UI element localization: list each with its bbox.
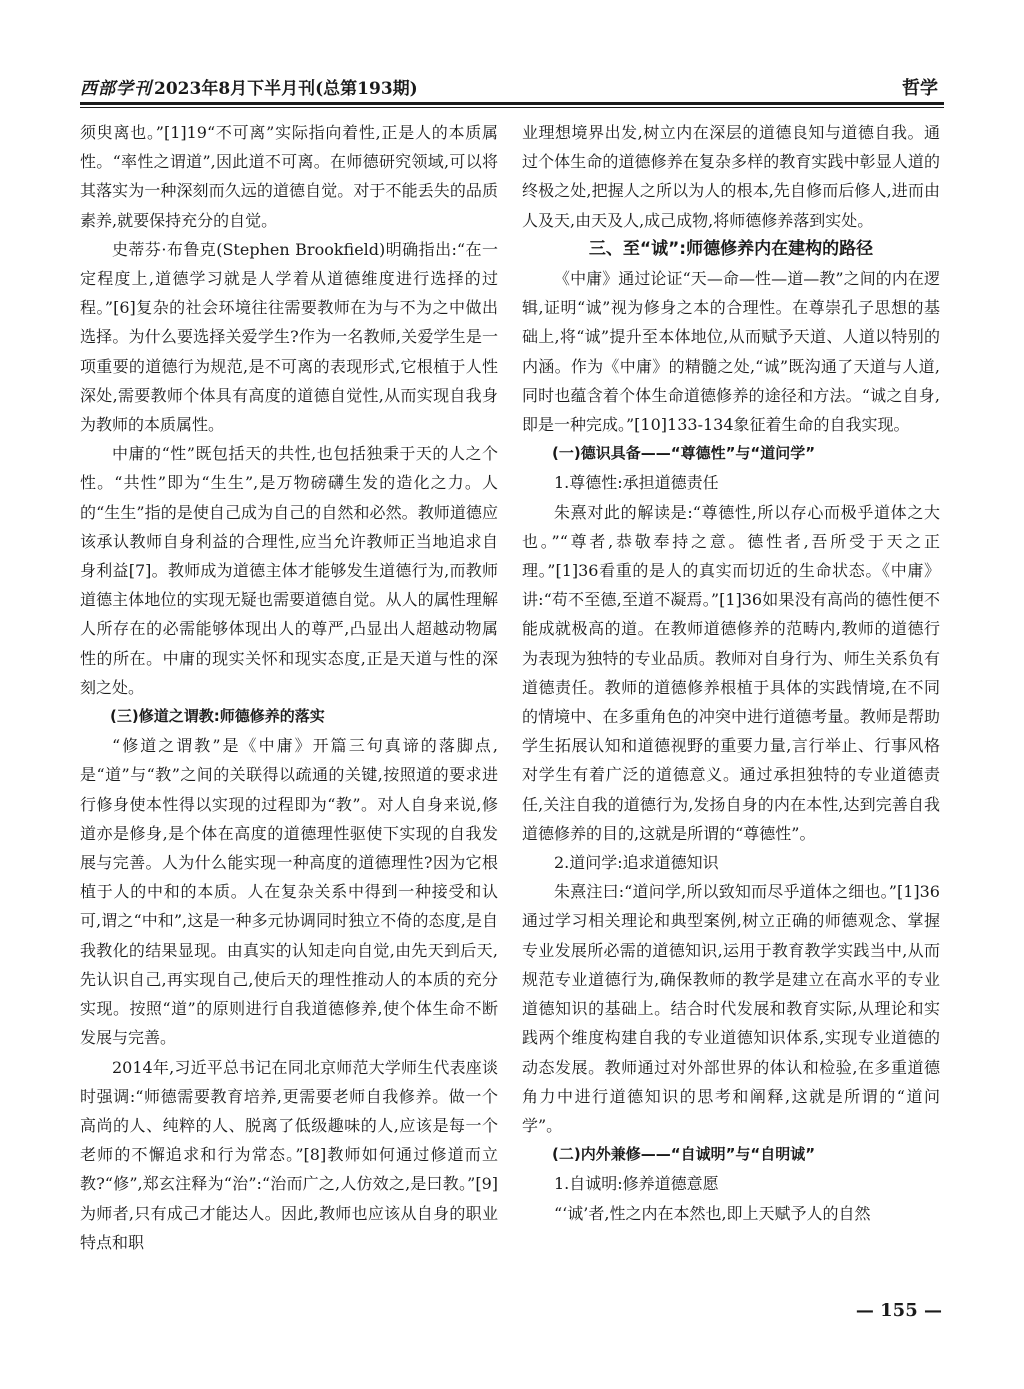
subsection-heading: (三)修道之谓教:师德修养的落实 — [110, 707, 325, 726]
body-paragraph: 史蒂芬·布鲁克(Stephen Brookfield)明确指出:“在一定程度上,道德学习就是人学着从道德维度进行选择的过程。”[6]复杂的社会环境往往需要教师在为与不为之中做出选择。为什么要选择关爱学生?作为一名教师,关爱学生是一项重要的道德行为规范,是不可离的表现形式,它根植于人性深处,需要教师个体具有高度的道德自觉性,从而实现自我身为教师的本质属性。 — [80, 239, 498, 435]
body-paragraph: 须臾离也。”[1]19“不可离”实际指向着性,正是人的本质属性。“率性之谓道”,因此道不可离。在师德研究领域,可以将其落实为一种深刻而久远的道德自觉。对于不能丢失的品质素养,就要保持充分的自觉。 — [80, 123, 498, 230]
header-rule-thin — [80, 107, 944, 108]
body-paragraph: 中庸的“性”既包括天的共性,也包括独秉于天的人之个性。“共性”即为“生生”,是万物磅礴生发的造化之力。人的“生生”指的是使自己成为自己的自然和必然。教师道德应该承认教师自身利益的合理性,应当允许教师正当地追求自身利益[7]。教师成为道德主体才能够发生道德行为,而教师道德主体地位的实现无疑也需要道德自觉。从人的属性理解人所存在的必需能够体现出人的尊严,凸显出人超越动物属性的所在。中庸的现实关怀和现实态度,正是天道与性的深刻之处。 — [80, 444, 498, 697]
section-heading: 三、至“诚”:师德修养内在建构的路径 — [588, 238, 874, 259]
body-paragraph: “‘诚’者,性之内在本然也,即上天赋予人的自然 — [554, 1203, 871, 1223]
body-paragraph: 《中庸》通过论证“天—命—性—道—教”之间的内在逻辑,证明“诚”视为修身之本的合理性。在尊崇孔子思想的基础上,将“诚”提升至本体地位,从而赋予天道、人道以特别的内涵。作为《中庸》的精髓之处,“诚”既沟通了天道与人道,同时也蕴含着个体生命道德修养的途径和方法。“诚之自身,即是一种完成。”[10]133-134象征着生命的自我实现。 — [522, 269, 940, 435]
body-paragraph: 业理想境界出发,树立内在深层的道德良知与道德自我。通过个体生命的道德修养在复杂多样的教育实践中彰显人道的终极之处,把握人之所以为人的根本,先自修而后修人,进而由人及天,由天及人,成己成物,将师德修养落到实处。 — [522, 123, 940, 230]
running-header — [80, 74, 944, 104]
journal-title — [80, 74, 418, 99]
body-paragraph: 1.尊德性:承担道德责任 — [554, 473, 719, 493]
body-paragraph: “修道之谓教”是《中庸》开篇三句真谛的落脚点,是“道”与“教”之间的关联得以疏通的关键,按照道的要求进行修身使本性得以实现的过程即为“教”。对人自身来说,修道亦是修身,是个体在高度的道德理性驱使下实现的自我发展与完善。人为什么能实现一种高度的道德理性?因为它根植于人的中和的本质。人在复杂关系中得到一种接受和认可,谓之“中和”,这是一种多元协调同时独立不倚的态度,是自我教化的结果显现。由真实的认知走向自觉,由先天到后天,先认识自己,再实现自己,使后天的理性推动人的本质的充分实现。按照“道”的原则进行自我道德修养,使个体生命不断发展与完善。 — [80, 736, 498, 1048]
journal-logo: 西部学刊 — [80, 79, 152, 99]
body-paragraph: 1.自诚明:修养道德意愿 — [554, 1174, 719, 1194]
subsection-heading: (二)内外兼修——“自诚明”与“自明诚” — [552, 1145, 816, 1164]
page-number: — 155 — — [855, 1300, 942, 1321]
left-column — [80, 118, 498, 1257]
body-paragraph: 朱熹注曰:“道问学,所以致知而尽乎道体之细也。”[1]36通过学习相关理论和典型案例,树立正确的师德观念、掌握专业发展所必需的道德知识,运用于教育教学实践当中,从而规范专业道德行为,确保教师的教学是建立在高水平的专业道德知识的基础上。结合时代发展和教育实际,从理论和实践两个维度构建自我的专业道德知识体系,实现专业道德的动态发展。教师通过对外部世界的体认和检验,在多重道德角力中进行道德知识的思考和阐释,这就是所谓的“道问学”。 — [522, 882, 940, 1135]
header-rule-thick — [80, 102, 944, 105]
body-paragraph: 2.道问学:追求道德知识 — [554, 853, 719, 873]
issue-info: 2023年8月下半月刊(总第193期) — [154, 79, 418, 99]
body-paragraph: 朱熹对此的解读是:“尊德性,所以存心而极乎道体之大也。”“尊者,恭敬奉持之意。德性者,吾所受于天之正理。”[1]36看重的是人的真实而切近的生命状态。《中庸》讲:“苟不至德,至道不凝焉。”[1]36如果没有高尚的德性便不能成就极高的道。在教师道德修养的范畴内,教师的道德行为表现为独特的专业品质。教师对自身行为、师生关系负有道德责任。教师的道德修养根植于具体的实践情境,在不同的情境中、在多重角色的冲突中进行道德考量。教师是帮助学生拓展认知和道德视野的重要力量,言行举止、行事风格对学生有着广泛的道德意义。通过承担独特的专业道德责任,关注自我的道德行为,发扬自身的内在本性,达到完善自我道德修养的目的,这就是所谓的“尊德性”。 — [522, 502, 940, 843]
body-paragraph: 2014年,习近平总书记在同北京师范大学师生代表座谈时强调:“师德需要教育培养,更需要老师自我修养。做一个高尚的人、纯粹的人、脱离了低级趣味的人,应该是每一个老师的不懈追求和行为常态。”[8]教师如何通过修道而立教?“修”,郑玄注释为“治”:“治而广之,人仿效之,是曰教。”[9]为师者,只有成己才能达人。因此,教师也应该从自身的职业特点和职 — [80, 1057, 498, 1252]
right-column — [522, 118, 940, 1228]
subsection-heading: (一)德识具备——“尊德性”与“道问学” — [552, 444, 816, 463]
section-label: 哲学 — [902, 78, 938, 99]
